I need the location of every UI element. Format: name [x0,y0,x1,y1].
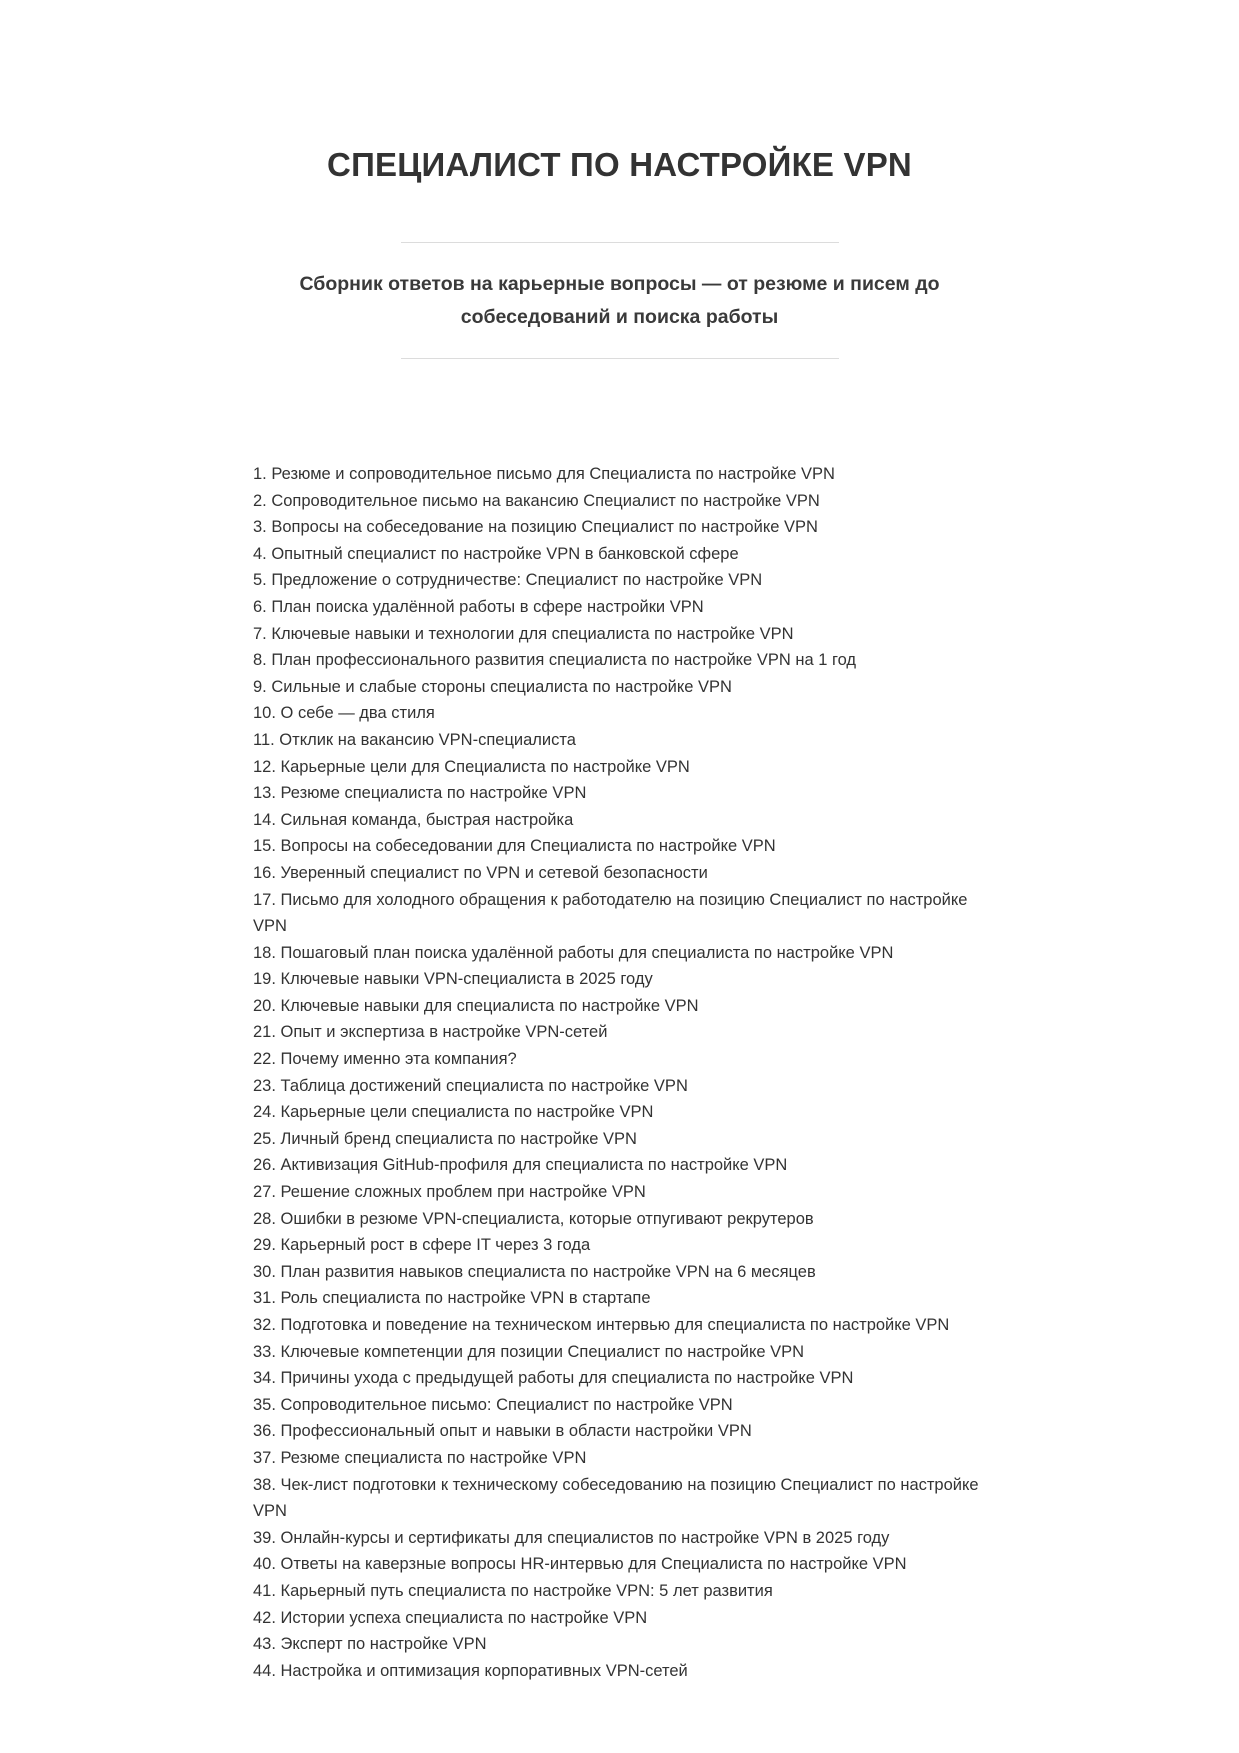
page-title: СПЕЦИАЛИСТ ПО НАСТРОЙКЕ VPN [327,146,912,183]
toc-item[interactable] [253,1312,993,1339]
toc-item-label[interactable]: 24. Карьерные цели специалиста по настройке VPN [253,1103,654,1122]
toc-item[interactable] [253,833,993,860]
toc-item[interactable] [253,488,993,515]
toc-item[interactable] [253,1578,993,1605]
toc-item[interactable] [253,966,993,993]
toc-item-label[interactable]: 14. Сильная команда, быстрая настройка [253,810,574,829]
toc-item[interactable] [253,1525,993,1552]
toc-item[interactable] [253,1418,993,1445]
toc-item-label[interactable]: 18. Пошаговый план поиска удалённой работы для специалиста по настройке VPN [253,943,894,962]
toc-item-label[interactable]: 31. Роль специалиста по настройке VPN в стартапе [253,1289,651,1308]
toc-item[interactable] [253,887,993,940]
toc-item[interactable] [253,754,993,781]
toc-item[interactable] [253,1285,993,1312]
toc-item-label[interactable]: 36. Профессиональный опыт и навыки в области настройки VPN [253,1422,752,1441]
toc-item[interactable] [253,621,993,648]
toc-item[interactable] [253,594,993,621]
bottom-divider [401,358,839,359]
toc-item[interactable] [253,1472,993,1525]
toc-item-label[interactable]: 1. Резюме и сопроводительное письмо для Специалиста по настройке VPN [253,465,835,483]
toc-item-label[interactable]: 22. Почему именно эта компания? [253,1050,517,1069]
toc-item-label[interactable]: 42. Истории успеха специалиста по настройке VPN [253,1608,648,1627]
toc-item-label[interactable]: 23. Таблица достижений специалиста по настройке VPN [253,1076,688,1095]
toc-item-label[interactable]: 29. Карьерный рост в сфере IT через 3 года [253,1236,591,1255]
top-divider [401,242,839,243]
toc-item[interactable] [253,1232,993,1259]
toc-item[interactable] [253,1206,993,1233]
toc-item-label[interactable]: 40. Ответы на каверзные вопросы HR-интервью для Специалиста по настройке VPN [253,1555,907,1574]
toc-item-label[interactable]: 30. План развития навыков специалиста по настройке VPN на 6 месяцев [253,1262,816,1281]
toc-item[interactable] [253,1631,993,1658]
toc-item-label[interactable]: 17. Письмо для холодного обращения к работодателю на позицию Специалист по настройке VPN [253,890,968,936]
toc-item-label[interactable]: 41. Карьерный путь специалиста по настройке VPN: 5 лет развития [253,1581,773,1600]
toc-item-label[interactable]: 32. Подготовка и поведение на техническом интервью для специалиста по настройке VPN [253,1316,950,1334]
toc-item-label[interactable]: 3. Вопросы на собеседование на позицию Специалист по настройке VPN [253,518,818,537]
toc-item[interactable] [253,1099,993,1126]
toc-item-label[interactable]: 20. Ключевые навыки для специалиста по настройке VPN [253,996,699,1015]
toc-item-label[interactable]: 13. Резюме специалиста по настройке VPN [253,784,587,803]
toc-item[interactable] [253,1126,993,1153]
toc-item[interactable] [253,1339,993,1366]
toc-item-label[interactable]: 6. План поиска удалённой работы в сфере настройки VPN [253,597,704,616]
toc-item[interactable] [253,940,993,967]
toc-item-label[interactable]: 27. Решение сложных проблем при настройке VPN [253,1183,646,1202]
toc-item-label[interactable]: 19. Ключевые навыки VPN-специалиста в 2025 году [253,970,653,989]
toc-item[interactable] [253,993,993,1020]
toc-item[interactable] [253,1605,993,1632]
toc-item[interactable] [253,567,993,594]
toc-item[interactable] [253,1365,993,1392]
toc-item-label[interactable]: 2. Сопроводительное письмо на вакансию Специалист по настройке VPN [253,491,820,510]
toc-item[interactable] [253,1392,993,1419]
table-of-contents [253,461,993,1684]
toc-item[interactable] [253,807,993,834]
toc-item-label[interactable]: 12. Карьерные цели для Специалиста по настройке VPN [253,757,690,776]
toc-item-label[interactable]: 33. Ключевые компетенции для позиции Специалист по настройке VPN [253,1342,805,1361]
toc-item-label[interactable]: 43. Эксперт по настройке VPN [253,1635,487,1654]
toc-item[interactable] [253,1019,993,1046]
toc-item[interactable] [253,647,993,674]
toc-item-label[interactable]: 11. Отклик на вакансию VPN-специалиста [253,730,576,749]
toc-item[interactable] [253,514,993,541]
toc-item-label[interactable]: 26. Активизация GitHub-профиля для специалиста по настройке VPN [253,1156,788,1175]
toc-item[interactable] [253,461,993,488]
toc-item-label[interactable]: 4. Опытный специалист по настройке VPN в банковской сфере [253,544,739,563]
toc-item-label[interactable]: 34. Причины ухода с предыдущей работы для специалиста по настройке VPN [253,1369,854,1388]
toc-item-label[interactable]: 37. Резюме специалиста по настройке VPN [253,1448,587,1467]
toc-item[interactable] [253,1445,993,1472]
toc-item[interactable] [253,1073,993,1100]
page-subtitle: Сборник ответов на карьерные вопросы — от резюме и писем до собеседований и поиска работы [299,273,940,328]
toc-item[interactable] [253,727,993,754]
toc-item-label[interactable]: 38. Чек-лист подготовки к техническому собеседованию на позицию Специалист по настройке VPN [253,1475,979,1521]
toc-item-label[interactable]: 8. План профессионального развития специалиста по настройке VPN на 1 год [253,651,857,670]
toc-item-label[interactable]: 44. Настройка и оптимизация корпоративных VPN-сетей [253,1661,688,1680]
toc-item-label[interactable]: 28. Ошибки в резюме VPN-специалиста, которые отпугивают рекрутеров [253,1209,814,1228]
toc-item[interactable] [253,700,993,727]
toc-item-label[interactable]: 21. Опыт и экспертиза в настройке VPN-сетей [253,1023,608,1042]
toc-item[interactable] [253,541,993,568]
toc-item-label[interactable]: 7. Ключевые навыки и технологии для специалиста по настройке VPN [253,624,794,643]
toc-item-label[interactable]: 16. Уверенный специалист по VPN и сетевой безопасности [253,863,708,882]
toc-item[interactable] [253,1152,993,1179]
toc-item-label[interactable]: 9. Сильные и слабые стороны специалиста по настройке VPN [253,677,732,696]
toc-item[interactable] [253,780,993,807]
toc-item-label[interactable]: 15. Вопросы на собеседовании для Специалиста по настройке VPN [253,837,776,856]
toc-item[interactable] [253,674,993,701]
toc-item-label[interactable]: 39. Онлайн-курсы и сертификаты для специалистов по настройке VPN в 2025 году [253,1528,890,1547]
toc-item-label[interactable]: 10. О себе — два стиля [253,704,435,723]
toc-item-label[interactable]: 5. Предложение о сотрудничестве: Специалист по настройке VPN [253,571,763,590]
toc-item[interactable] [253,1259,993,1286]
toc-item[interactable] [253,1179,993,1206]
toc-item[interactable] [253,1551,993,1578]
toc-item[interactable] [253,860,993,887]
toc-item-label[interactable]: 35. Сопроводительное письмо: Специалист по настройке VPN [253,1395,733,1414]
toc-item[interactable] [253,1046,993,1073]
toc-item-label[interactable]: 25. Личный бренд специалиста по настройке VPN [253,1129,637,1148]
toc-item[interactable] [253,1658,993,1685]
